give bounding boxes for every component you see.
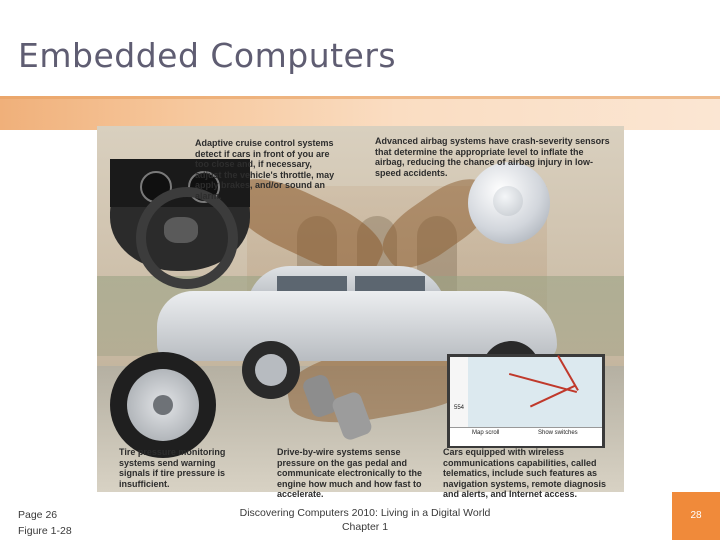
slide-title: Embedded Computers <box>18 36 397 75</box>
decorative-band <box>0 96 720 130</box>
caption-tire-pressure: Tire pressure monitoring systems send warning signals if tire pressure is insufficient. <box>119 447 226 489</box>
nav-side-panel <box>450 357 469 427</box>
nav-route <box>557 355 579 391</box>
slide-number-box <box>672 492 720 540</box>
band-divider <box>0 96 720 99</box>
caption-cruise-control: Adaptive cruise control systems detect if cars in front of you are too close and, if necessary, adjust the vehicle's throttle, may apply brakes, and/or sound an alarm. <box>195 138 335 201</box>
airbag-center <box>493 186 523 216</box>
show-switches-label: Show switches <box>538 430 578 436</box>
nav-map <box>468 357 602 427</box>
book-title: Discovering Computers 2010: Living in a Digital World <box>239 507 491 519</box>
caption-drive-by-wire: Drive-by-wire systems sense pressure on the gas pedal and communicate electronically to the engine how much and how fast to accelerate. <box>277 447 423 499</box>
figure-reference: Figure 1-28 <box>18 525 72 537</box>
map-scroll-label: Map scroll <box>472 430 500 436</box>
navigation-screen <box>447 354 605 448</box>
footer-reference <box>18 507 72 539</box>
slide-number: 28 <box>690 510 702 521</box>
caption-telematics: Cars equipped with wireless communications capabilities, called telematics, include such features as navigation systems, remote diagnosis and alerts, and Internet access. <box>443 447 607 499</box>
tire-hub <box>153 395 173 415</box>
figure-embedded-car <box>97 126 624 499</box>
nav-route <box>530 385 576 408</box>
nav-side-value: 554 <box>453 405 464 411</box>
car-rim <box>255 354 287 386</box>
steering-hub <box>164 217 198 243</box>
footer-book-info <box>215 506 515 534</box>
caption-airbag: Advanced airbag systems have crash-severity sensors that determine the appropriate level to inflate the airbag, reducing the chance of airbag injury in low-speed accidents. <box>375 136 610 178</box>
page-reference: Page 26 <box>18 509 58 521</box>
chapter-label: Chapter 1 <box>341 521 389 533</box>
